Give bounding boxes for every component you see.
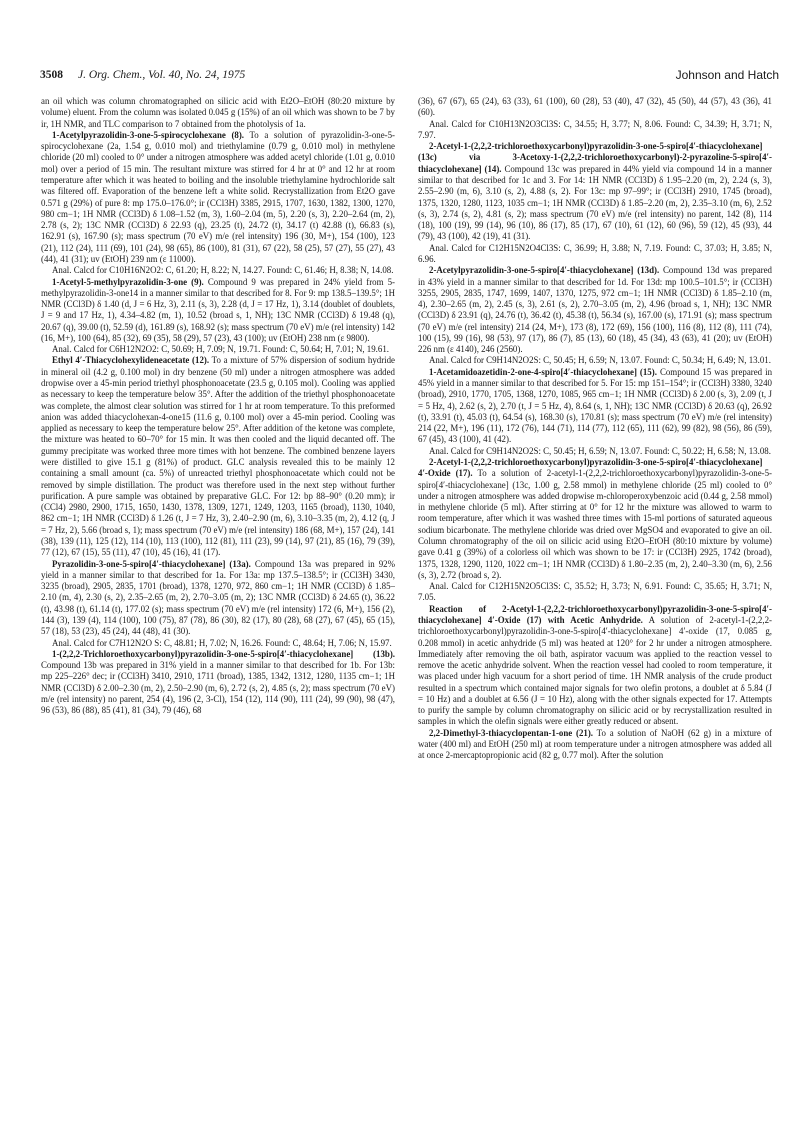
paragraph — [418, 243, 772, 266]
paragraph-text: Compound 13b was prepared in 31% yield in a manner similar to that described for 1b. For 13b: mp 225–226° dec; ir (CCl3H) 3410, 2910, 1711 (broad), 1385, 1342, 1312, 1280, 1135 cm−1; 1H NMR (CCl3D) δ 2.00–2.30 (m, 2), 2.50–2.90 (m, 6), 2.72 (s, 2), 4.85 (s, 2); mass spectrum (70 eV) m/e (rel intensity) no parent, 254 (4), 196 (2, 3-Cl), 154 (12), 114 (90), 111 (24), 99 (90), 98 (47), 96 (53), 86 (88), 85 (41), 81 (34), 79 (46), 68 — [41, 660, 395, 716]
paragraph — [418, 446, 772, 457]
paragraph-text: Anal. Calcd for C9H14N2O2S: C, 50.45; H, 6.59; N, 13.07. Found: C, 50.22; H, 6.58; N, 13.08. — [429, 445, 771, 456]
section-title: 1-Acetylpyrazolidin-3-one-5-spirocyclohexane (8). — [52, 129, 245, 140]
paragraph — [418, 119, 772, 142]
section-title: Ethyl 4′-Thiacyclohexylideneacetate (12). — [52, 355, 210, 366]
section-title: 1-Acetyl-5-methylpyrazolidin-3-one (9). — [52, 276, 204, 287]
paragraph — [41, 265, 395, 276]
paragraph — [418, 604, 772, 728]
paragraph-text: (36), 67 (67), 65 (24), 63 (33), 61 (100), 60 (28), 53 (40), 47 (32), 45 (50), 44 (57), 43 (36), 41 (60). — [418, 96, 772, 118]
paragraph — [418, 96, 772, 119]
paragraph-text: Anal. Calcd for C10H16N2O2: C, 61.20; H, 8.22; N, 14.27. Found: C, 61.46; H, 8.38; N, 14.08. — [52, 265, 394, 276]
paragraph — [41, 355, 395, 558]
paragraph — [41, 277, 395, 345]
section-title: Pyrazolidin-3-one-5-spiro[4′-thiacyclohexane] (13a). — [52, 558, 251, 569]
paragraph-text: an oil which was column chromatographed on silicic acid with Et2O–EtOH (80:20 mixture by volume) eluent. From the column was isolated 0.045 g (15%) of an oil which was shown to be 7 by ir, 1H NMR, and TLC comparison to 7 obtained from the photolysis of 1a. — [41, 96, 395, 129]
paragraph — [41, 649, 395, 717]
paragraph — [418, 728, 772, 762]
paragraph — [418, 367, 772, 446]
section-title: Reaction of 2-Acetyl-1-(2,2,2-trichloroethoxycarbonyl)pyrazolidin-3-one-5-spiro[4′-thiacyclohexane] 4′-Oxide (17) with Acetic Anhydride. — [418, 603, 772, 625]
paragraph — [418, 141, 772, 243]
section-title: 2,2-Dimethyl-3-thiacyclopentan-1-one (21). — [429, 727, 594, 738]
paragraph-text: To a solution of 2-acetyl-1-(2,2,2-trichloroethoxycarbonyl)pyrazolidin-3-one-5-spiro[4′-thiacyclohexane] (13c, 1.00 g, 2.58 mmol) in methylene chloride (25 ml) cooled to 0° under a nitrogen atmosphere was added dropwise m-chloroperoxybenzoic acid (0.44 g, 2.58 mmol) in methylene chloride (5 ml). After stirring at 0° for 12 hr the mixture was allowed to warm to room temperature, after which it was washed three times with 15-ml portions of saturated aqueous sodium bicarbonate. The methylene chloride was dried over MgSO4 and evaporated to give an oil. Column chromatography of the oil on silicic acid using Et2O–EtOH (80:10 mixture by volume) gave 0.41 g (39%) of a colorless oil which was shown to be 17: ir (CCl3H) 2925, 1742 (broad), 1375, 1328, 1290, 1120, 1022 cm−1; 1H NMR (CCl3D) δ 1.80–2.35 (m, 2), 2.40–3.30 (m, 6), 2.56 (s, 3), 2.72 (broad s, 2). — [418, 468, 772, 580]
paragraph-text: Anal. Calcd for C6H12N2O2: C, 50.69; H, 7.09; N, 19.71. Found: C, 50.64; H, 7.01; N, 19.61. — [52, 344, 389, 355]
paragraph-text: Compound 13a was prepared in 92% yield in a manner similar to that described for 1a. For 13a: mp 137.5–138.5°; ir (CCl3H) 3430, 3235 (broad), 2905, 2835, 1701 (broad), 1378, 1270, 972, 860 cm−1; 1H NMR (CCl3D) δ 1.85–2.10 (m, 4), 2.30 (s, 2), 2.35–2.65 (m, 2), 2.70–3.05 (m, 2); 13C NMR (CCl3D) δ 24.65 (t), 36.22 (t), 43.98 (t), 61.14 (t), 177.02 (s); mass spectrum (70 eV) m/e (rel intensity) 172 (6, M+), 156 (2), 144 (3), 139 (4), 114 (100), 100 (75), 87 (78), 86 (30), 82 (17), 80 (28), 68 (27), 67 (45), 65 (15), 57 (18), 53 (23), 45 (24), 44 (48), 41 (30). — [41, 558, 395, 637]
paragraph-text: Anal. Calcd for C12H15N2O5Cl3S: C, 35.52; H, 3.73; N, 6.91. Found: C, 35.65; H, 3.71; N, 7.05. — [418, 581, 772, 603]
paragraph-text: To a mixture of 57% dispersion of sodium hydride in mineral oil (4.2 g, 0.100 mol) in dry benzene (50 ml) under a nitrogen atmosphere was added dropwise over a 45-min period triethyl phosphonoacetate (23.5 g, 0.105 mol). Cooling was applied as necessary to keep the temperature below 35°. After the addition of the triethyl phosphonoacetate was complete, the almost clear solution was stirred for 1 hr at room temperature. To this preformed anion was added thiacyclohexan-4-one15 (11.6 g, 0.100 mol) over a 45-min period. Cooling was applied as necessary to keep the temperature below 25°. After addition of the ketone was complete, the mixture was heated to 60–70° for 15 min. It was then cooled and the liquid decanted off. The gummy precipitate was worked three more times with hot benzene. The combined benzene layers were distilled to give 15.1 g (81%) of product. GLC analysis revealed this to be mainly 12 containing a small amount (ca. 5%) of unreacted triethyl phosphonoacetate which could not be removed by simple distillation. The product was therefore used in the next step without further purification. A pure sample was obtained by preparative GLC. For 12: bp 88–90° (0.20 mm); ir (CCl4) 2980, 2900, 1715, 1650, 1430, 1378, 1309, 1271, 1249, 1203, 1165 (broad), 1130, 1040, 862 cm−1; 1H NMR (CCl3D) δ 1.26 (t, J = 7 Hz, 3), 2.40–2.90 (m, 6), 3.10–3.35 (m, 2), 4.12 (q, J = 7 Hz, 2), 5.66 (broad s, 1); mass spectrum (70 eV) m/e (rel intensity) 186 (68, M+), 157 (24), 141 (38), 139 (11), 125 (12), 114 (10), 113 (100), 112 (81), 111 (23), 99 (14), 97 (21), 85 (16), 79 (39), 77 (12), 67 (15), 55 (11), 47 (10), 45 (16), 41 (17). — [41, 355, 395, 558]
right-column — [418, 96, 772, 762]
paragraph — [41, 344, 395, 355]
paragraph-text: Compound 13c was prepared in 44% yield via compound 14 in a manner similar to that described for 1c and 3. For 14: 1H NMR (CCl3D) δ 1.95–2.20 (m, 2), 2.24 (s, 3), 2.55–2.90 (m, 6), 3.10 (s, 2), 4.88 (s, 2). For 13c: mp 97–99°; ir (CCl3H) 2910, 1745 (broad), 1375, 1320, 1280, 1123, 1035 cm−1; 1H NMR (CCl3D) δ 1.85–2.20 (m, 2), 2.35–3.10 (m, 6), 2.52 (s, 3), 2.74 (s, 2), 4.81 (s, 2); mass spectrum (70 eV) m/e (rel intensity) no parent, 142 (8), 114 (18), 100 (19), 99 (14), 96 (10), 86 (17), 85 (17), 67 (10), 61 (12), 60 (96), 59 (12), 45 (93), 44 (79), 43 (100), 42 (19), 41 (31). — [418, 163, 773, 242]
section-title: 2-Acetylpyrazolidin-3-one-5-spiro[4′-thiacyclohexane] (13d). — [429, 265, 660, 276]
paragraph-text: Anal. Calcd for C9H14N2O2S: C, 50.45; H, 6.59; N, 13.07. Found: C, 50.34; H, 6.49; N, 13.01. — [429, 355, 771, 366]
paragraph-text: Compound 15 was prepared in 45% yield in a manner similar to that described for 5. For 15: mp 151–154°; ir (CCl3H) 3380, 3240 (broad), 2910, 1770, 1705, 1368, 1270, 1085, 965 cm−1; 1H NMR (CCl3D) δ 2.00 (s, 3), 2.09 (t, J = 5 Hz, 4), 2.62 (s, 2), 2.70 (t, J = 5 Hz, 4), 8.64 (s, 1, NH); 13C NMR (CCl3D) δ 20.63 (q), 26.92 (t), 33.91 (t), 45.03 (t), 64.54 (s), 168.30 (s), 170.81 (s); mass spectrum (70 eV) m/e (rel intensity) 214 (22, M+), 196 (11), 172 (76), 144 (71), 114 (77), 112 (65), 111 (62), 99 (82), 98 (56), 86 (59), 67 (45), 43 (100), 41 (42). — [418, 366, 773, 445]
paragraph — [41, 130, 395, 265]
paragraph — [418, 581, 772, 604]
paragraph-text: A solution of 2-acetyl-1-(2,2,2-trichloroethoxycarbonyl)pyrazolidin-3-one-5-spiro[4′-thiacyclohexane] 4′-oxide (17, 0.085 g, 0.208 mmol) in acetic anhydride (5 ml) was heated at 120° for 2 hr under a nitrogen atmosphere. Immediately after removing the oil bath, aspirator vacuum was applied to the reaction vessel to remove the acetic anhydride solvent. When the reaction vessel had cooled to room temperature, it was placed under high vacuum for a short period of time. 1H NMR analysis of the crude product resulted in a spectrum which contained major signals for two olefin protons, a doublet at δ 5.84 (J = 10 Hz) and a doublet at 6.56 (J = 10 Hz), along with the other signals expected for 17. Attempts to purify the sample by column chromatography on silicic acid or by recrystallization resulted in samples in which the olefin signals were either greatly reduced or absent. — [418, 614, 772, 727]
section-title: 2-Acetyl-1-(2,2,2-trichloroethoxycarbonyl)pyrazolidin-3-one-5-spiro[4′-thiacyclohexane] (13c) via 3-Acetoxy-1-(2,2,2-trichloroethoxycarbonyl)-2-pyrazoline-5-spiro[4′-thiacyclohexane] (14). — [418, 141, 772, 174]
section-title: 1-(2,2,2-Trichloroethoxycarbonyl)pyrazolidin-3-one-5-spiro[4′-thiacyclohexane] (13b). — [52, 648, 395, 659]
paragraph — [418, 265, 772, 355]
section-title: 1-Acetamidoazetidin-2-one-4-spiro[4′-thiacyclohexane] (15). — [429, 366, 657, 377]
paragraph-text: Compound 9 was prepared in 24% yield from 5-methylpyrazolidin-3-one14 in a manner similar to that described for 8. For 9: mp 138.5–139.5°; 1H NMR (CCl3D) δ 1.40 (d, J = 6 Hz, 3), 2.11 (s, 3), 2.28 (d, J = 17 Hz, 1), 3.14 (doublet of doublets, J = 9 and 17 Hz, 1), 4.34–4.82 (m, 1), 10.52 (broad s, 1, NH); 13C NMR (CCl3D) δ 19.48 (q), 20.67 (q), 39.00 (t), 52.59 (d), 161.89 (s), 168.92 (s); mass spectrum (70 eV) m/e (rel intensity) 142 (16, M+), 100 (64), 85 (32), 69 (35), 58 (29), 57 (23), 43 (100); uv (EtOH) 238 nm (ε 9800). — [41, 276, 395, 343]
paragraph-text: Anal. Calcd for C12H15N2O4Cl3S: C, 36.99; H, 3.88; N, 7.19. Found: C, 37.03; H, 3.85; N, 6.96. — [418, 242, 772, 264]
paragraph-text: Compound 13d was prepared in 43% yield in a manner similar to that described for 1d. For 13d: mp 100.5–101.5°; ir (CCl3H) 3255, 2905, 2835, 1747, 1699, 1407, 1370, 1275, 972 cm−1; 1H NMR (CCl3D) δ 1.85–2.10 (m, 4), 2.30–2.65 (m, 2), 2.45 (s, 3), 2.61 (s, 2), 2.70–3.05 (m, 2), 4.96 (broad s, 1, NH); 13C NMR (CCl3D) δ 23.91 (q), 24.76 (t), 36.42 (t), 45.38 (t), 56.34 (s), 167.00 (s), 171.91 (s); mass spectrum (70 eV) m/e (rel intensity) 214 (24, M+), 173 (8), 172 (69), 156 (100), 116 (8), 112 (8), 111 (74), 100 (15), 99 (16), 98 (53), 97 (17), 86 (7), 85 (13), 60 (18), 45 (34), 43 (63), 41 (20); uv (EtOH) 226 nm (ε 4140), 246 (2560). — [418, 265, 772, 355]
paragraph — [41, 638, 395, 649]
journal-citation: J. Org. Chem., Vol. 40, No. 24, 1975 — [78, 69, 246, 81]
paragraph-text: Anal. Calcd for C7H12N2O S: C, 48.81; H, 7.02; N, 16.26. Found: C, 48.64; H, 7.06; N, 15.97. — [52, 637, 392, 648]
paragraph — [41, 96, 395, 130]
running-head-authors: Johnson and Hatch — [675, 68, 779, 82]
paragraph — [41, 559, 395, 638]
paragraph-text: Anal. Calcd for C10H13N2O3Cl3S: C, 34.55; H, 3.77; N, 8.06. Found: C, 34.39; H, 3.71; N, 7.97. — [418, 118, 772, 140]
paragraph-text: To a solution of pyrazolidin-3-one-5-spirocyclohexane (2a, 1.54 g, 0.010 mol) and triethylamine (0.79 g, 0.010 mol) in methylene chloride (20 ml) cooled to 0° under a nitrogen atmosphere was added acetyl chloride (1.01 g, 0.010 mol) over a period of 15 min. The resultant mixture was stirred for 4 hr at 0° and 12 hr at room temperature after which it was heated to boiling and the insoluble triethylamine hydrochloride salt was filtered off. Evaporation of the benzene left a white solid. Recrystallization from Et2O gave 0.571 g (29%) of pure 8: mp 175.0–176.0°; ir (CCl3H) 3385, 2915, 1707, 1630, 1382, 1300, 1270, 980 cm−1; 1H NMR (CCl3D) δ 1.08–1.52 (m, 3), 1.60–2.04 (m, 5), 2.20 (s, 3), 2.20–2.64 (m, 2), 2.78 (s, 2); 13C NMR (CCl3D) δ 22.93 (q), 23.25 (t), 24.72 (t), 34.17 (t) 42.88 (t), 66.83 (s), 162.91 (s), 167.90 (s); mass spectrum (70 eV) m/e (rel intensity) 196 (30, M+), 154 (100), 123 (21), 112 (24), 111 (69), 101 (24), 98 (65), 86 (100), 81 (31), 67 (22), 58 (25), 57 (27), 55 (27), 43 (44), 41 (31); uv (EtOH) 239 nm (ε 11000). — [41, 129, 395, 264]
left-column — [41, 96, 395, 716]
paragraph-text: To a solution of NaOH (62 g) in a mixture of water (400 ml) and EtOH (250 ml) at room temperature under a nitrogen atmosphere was added all at once 2-mercaptopropionic acid (82 g, 0.77 mol). After the solution — [418, 727, 773, 761]
section-title: 2-Acetyl-1-(2,2,2-trichloroethoxycarbonyl)pyrazolidin-3-one-5-spiro[4′-thiacyclohexane] 4′-Oxide (17). — [418, 457, 763, 479]
page-header — [40, 68, 779, 82]
paragraph — [418, 355, 772, 366]
page-number: 3508 — [40, 69, 63, 81]
paragraph — [418, 457, 772, 581]
